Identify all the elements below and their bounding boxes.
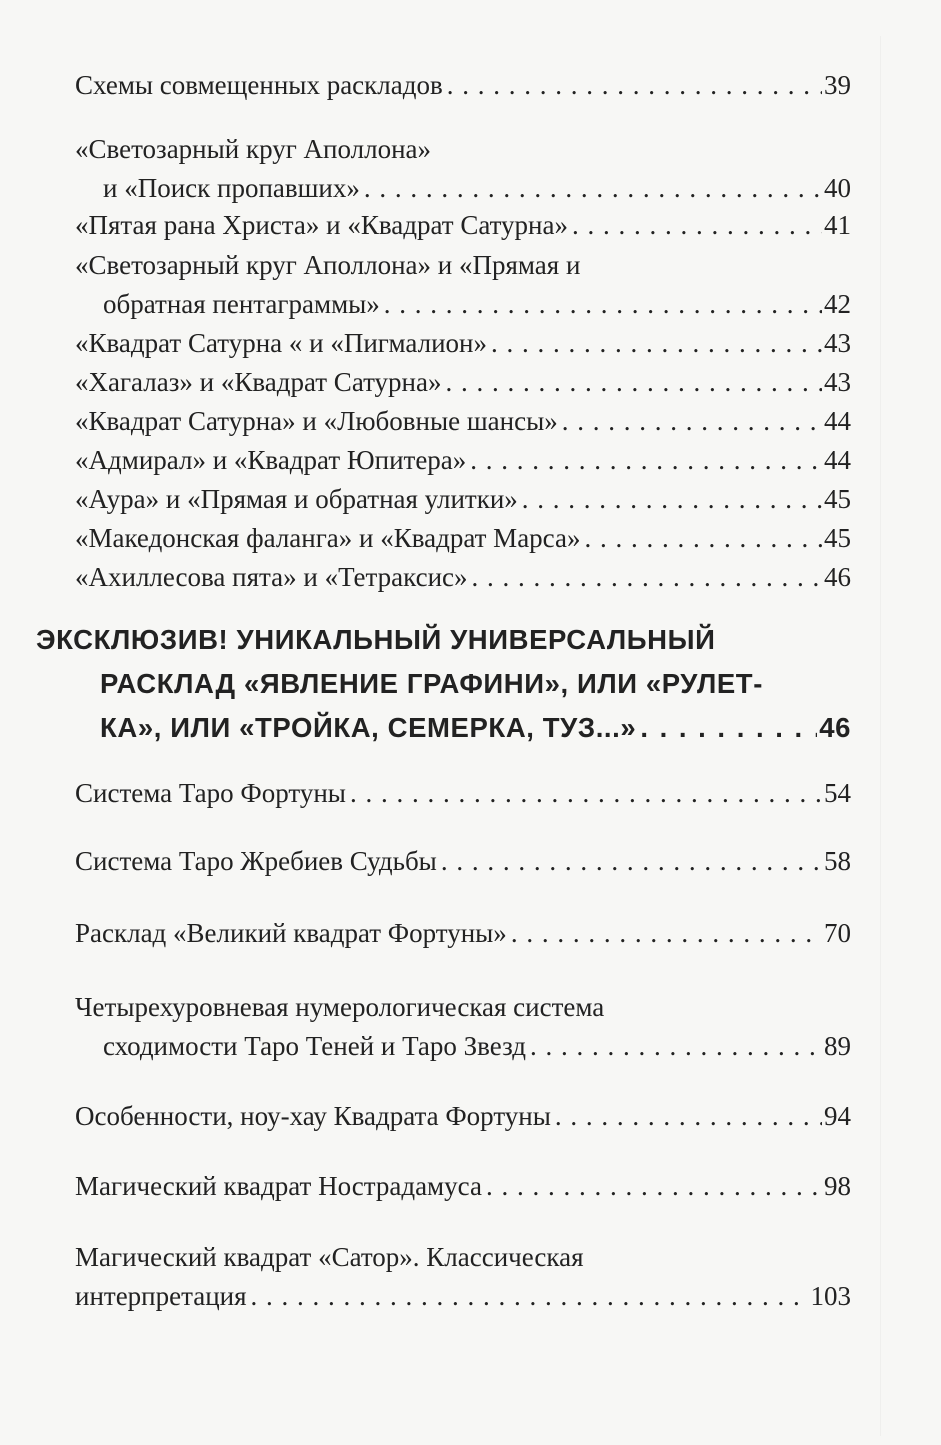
leader-dots xyxy=(447,66,822,105)
toc-page-number: 70 xyxy=(824,918,851,948)
toc-entry xyxy=(75,842,851,881)
leader-dots xyxy=(584,519,822,558)
toc-page-number: 45 xyxy=(824,484,851,514)
toc-entry-title: «Хагалаз» и «Квадрат Сатурна» xyxy=(75,367,442,397)
toc-page-number: 43 xyxy=(824,367,851,397)
toc-entry xyxy=(75,480,851,519)
toc-entry-title: Схемы совмещенных раскладов xyxy=(75,70,443,100)
leader-dots xyxy=(486,1167,822,1206)
toc-entry-title: «Светозарный круг Аполлона» xyxy=(75,134,432,164)
toc-page-number: 43 xyxy=(824,328,851,358)
heading-page-number: 46 xyxy=(819,712,851,743)
toc-page-number: 54 xyxy=(824,778,851,808)
toc-entry-title: «Македонская фаланга» и «Квадрат Марса» xyxy=(75,523,581,553)
heading-line: ЭКСКЛЮЗИВ! УНИКАЛЬНЫЙ УНИВЕРСАЛЬНЫЙ xyxy=(36,624,716,655)
leader-dots xyxy=(441,842,822,881)
leader-dots xyxy=(555,1097,822,1136)
leader-dots xyxy=(511,914,822,953)
toc-entry xyxy=(75,558,851,597)
section-heading xyxy=(36,618,851,750)
toc-page-number: 41 xyxy=(824,210,851,240)
toc-entry-title: Особенности, ноу-хау Квадрата Фортуны xyxy=(75,1101,551,1131)
leader-dots xyxy=(530,1027,822,1066)
toc-entry xyxy=(75,66,851,105)
toc-entry-title: «Квадрат Сатурна» и «Любовные шансы» xyxy=(75,406,558,436)
toc-page-number: 45 xyxy=(824,523,851,553)
leader-dots xyxy=(522,480,822,519)
heading-line: РАСКЛАД «ЯВЛЕНИЕ ГРАФИНИ», ИЛИ «РУЛЕТ- xyxy=(100,668,763,699)
toc-entry-title-cont: интерпретация xyxy=(75,1281,247,1311)
toc-page-number: 44 xyxy=(824,445,851,475)
toc-page-number: 89 xyxy=(824,1031,851,1061)
toc-page-number: 42 xyxy=(824,289,851,319)
leader-dots xyxy=(572,206,822,245)
toc-entry xyxy=(75,363,851,402)
toc-entry xyxy=(75,774,851,813)
toc-page-number: 103 xyxy=(810,1281,851,1311)
leader-dots xyxy=(470,441,822,480)
toc-page-number: 46 xyxy=(824,562,851,592)
toc-entry xyxy=(75,1167,851,1206)
toc-entry-title: Расклад «Великий квадрат Фортуны» xyxy=(75,918,507,948)
toc-entry-title: «Ахиллесова пята» и «Тетраксис» xyxy=(75,562,468,592)
toc-entry xyxy=(75,1097,851,1136)
leader-dots xyxy=(384,285,822,324)
leader-dots xyxy=(491,324,822,363)
leader-dots xyxy=(350,774,822,813)
toc-entry-title: «Аура» и «Прямая и обратная улитки» xyxy=(75,484,518,514)
toc-entry-title: Система Таро Жребиев Судьбы xyxy=(75,846,437,876)
toc-entry-title-cont: и «Поиск пропавших» xyxy=(103,173,360,203)
toc-page-number: 44 xyxy=(824,406,851,436)
toc-page-number: 94 xyxy=(824,1101,851,1131)
toc-page-number: 40 xyxy=(824,173,851,203)
toc-entry xyxy=(75,402,851,441)
toc-entry-title: Магический квадрат Нострадамуса xyxy=(75,1171,482,1201)
toc-page-number: 58 xyxy=(824,846,851,876)
leader-dots xyxy=(445,363,822,402)
toc-entry xyxy=(75,206,851,245)
leader-dots xyxy=(562,402,822,441)
toc-entry-title: «Пятая рана Христа» и «Квадрат Сатурна» xyxy=(75,210,568,240)
toc-entry xyxy=(75,441,851,480)
leader-dots xyxy=(251,1277,809,1316)
toc-entry-title: «Адмирал» и «Квадрат Юпитера» xyxy=(75,445,467,475)
toc-entry-title: «Светозарный круг Аполлона» и «Прямая и xyxy=(75,250,581,280)
toc-entry-title-cont: обратная пентаграммы» xyxy=(103,289,380,319)
toc-entry xyxy=(75,914,851,953)
show-through-shadow xyxy=(880,36,921,1436)
toc-entry xyxy=(75,324,851,363)
toc-entry-title-cont: сходимости Таро Теней и Таро Звезд xyxy=(103,1031,526,1061)
toc-entry-title: Четырехуровневая нумерологическая система xyxy=(75,992,605,1022)
toc-entry-title: «Квадрат Сатурна « и «Пигмалион» xyxy=(75,328,487,358)
heading-line: КА», ИЛИ «ТРОЙКА, СЕМЕРКА, ТУЗ...» xyxy=(100,712,637,743)
toc-entry-title: Магический квадрат «Сатор». Классическая xyxy=(75,1242,584,1272)
toc-page-number: 39 xyxy=(824,70,851,100)
leader-dots xyxy=(472,558,822,597)
toc-entry xyxy=(75,519,851,558)
toc-entry-title: Система Таро Фортуны xyxy=(75,778,346,808)
leader-dots xyxy=(364,169,822,208)
toc-entry xyxy=(75,988,851,1066)
toc-entry xyxy=(75,1238,851,1316)
leader-dots xyxy=(640,706,817,750)
toc-entry xyxy=(75,130,851,208)
toc-entry xyxy=(75,246,851,324)
toc-page-number: 98 xyxy=(824,1171,851,1201)
